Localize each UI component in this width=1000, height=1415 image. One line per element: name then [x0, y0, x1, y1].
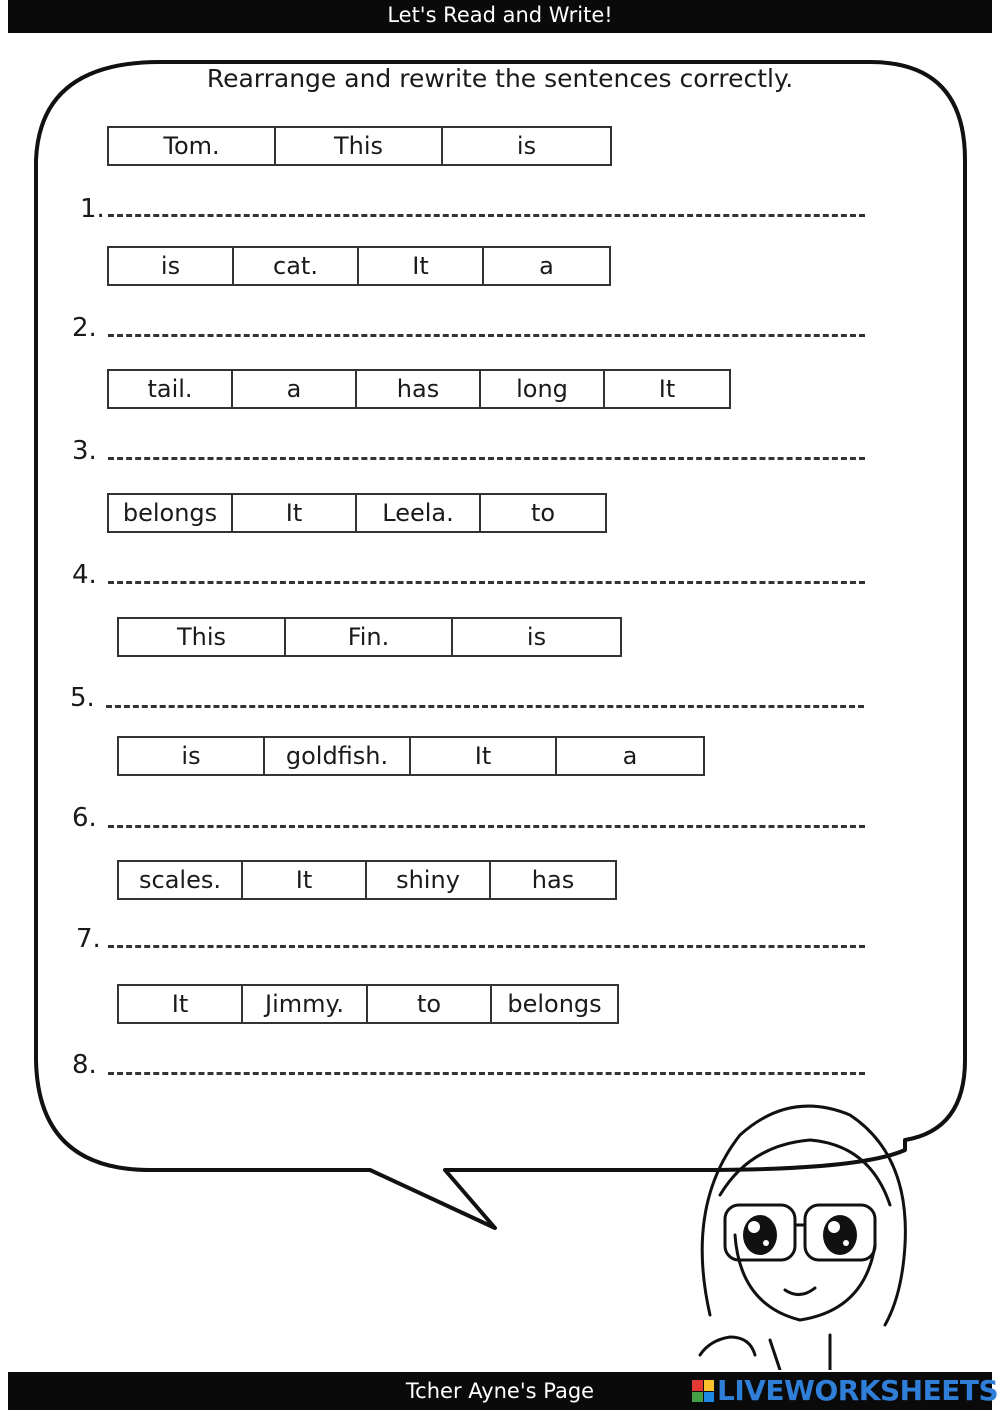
- word-tile[interactable]: has: [531, 866, 575, 894]
- word-tile[interactable]: belongs: [507, 990, 602, 1018]
- word-tile[interactable]: Fin.: [286, 619, 453, 655]
- word-tile[interactable]: a: [233, 371, 357, 407]
- answer-line-2[interactable]: [108, 334, 865, 337]
- answer-line-4[interactable]: [108, 581, 865, 584]
- word-tile[interactable]: It: [233, 495, 357, 531]
- word-tile[interactable]: to: [530, 499, 556, 527]
- liveworksheets-brand[interactable]: [692, 1376, 998, 1406]
- word-bank-3: [107, 369, 731, 409]
- word-tile[interactable]: tail.: [109, 371, 233, 407]
- answer-line-6[interactable]: [108, 825, 865, 828]
- answer-line-8[interactable]: [108, 1072, 865, 1075]
- footer-credit: Tcher Ayne's Page: [405, 1379, 595, 1403]
- teacher-character-illustration: [680, 1085, 920, 1370]
- word-tile[interactable]: a: [539, 252, 554, 280]
- word-tile[interactable]: belongs: [109, 495, 233, 531]
- answer-line-1[interactable]: [108, 214, 865, 217]
- brand-name: LIVEWORKSHEETS: [717, 1374, 999, 1407]
- word-tile[interactable]: is: [119, 738, 265, 774]
- word-tile[interactable]: is: [516, 132, 537, 160]
- word-tile[interactable]: is: [526, 623, 547, 651]
- item-number-8: 8.: [72, 1050, 97, 1080]
- word-tile[interactable]: It: [658, 375, 676, 403]
- page-title: Let's Read and Write!: [387, 3, 613, 27]
- word-tile[interactable]: cat.: [234, 248, 359, 284]
- word-bank-2: [107, 246, 611, 286]
- word-tile[interactable]: to: [368, 986, 492, 1022]
- item-number-5: 5.: [70, 683, 95, 713]
- instruction-text: Rearrange and rewrite the sentences correctly.: [206, 64, 794, 93]
- item-number-3: 3.: [72, 436, 97, 466]
- word-tile[interactable]: Jimmy.: [243, 986, 368, 1022]
- word-tile[interactable]: goldfish.: [265, 738, 411, 774]
- word-bank-4: [107, 493, 607, 533]
- item-number-6: 6.: [72, 803, 97, 833]
- word-tile[interactable]: shiny: [367, 862, 491, 898]
- item-number-1: 1.: [80, 194, 105, 224]
- answer-line-3[interactable]: [108, 457, 865, 460]
- word-tile[interactable]: Tom.: [109, 128, 276, 164]
- item-number-7: 7.: [76, 924, 101, 954]
- word-tile[interactable]: scales.: [119, 862, 243, 898]
- word-tile[interactable]: Leela.: [357, 495, 481, 531]
- word-tile[interactable]: It: [243, 862, 367, 898]
- word-tile[interactable]: It: [411, 738, 557, 774]
- word-bank-6: [117, 736, 705, 776]
- answer-line-5[interactable]: [106, 705, 864, 708]
- item-number-4: 4.: [72, 560, 97, 590]
- word-tile[interactable]: It: [119, 986, 243, 1022]
- word-tile[interactable]: This: [276, 128, 443, 164]
- answer-line-7[interactable]: [108, 945, 865, 948]
- word-bank-5: [117, 617, 622, 657]
- word-bank-1: [107, 126, 612, 166]
- word-tile[interactable]: is: [109, 248, 234, 284]
- word-tile[interactable]: This: [119, 619, 286, 655]
- word-bank-8: [117, 984, 619, 1024]
- word-bank-7: [117, 860, 617, 900]
- liveworksheets-logo-icon: [692, 1380, 714, 1402]
- word-tile[interactable]: has: [357, 371, 481, 407]
- word-tile[interactable]: It: [359, 248, 484, 284]
- word-tile[interactable]: long: [481, 371, 605, 407]
- word-tile[interactable]: a: [622, 742, 638, 770]
- item-number-2: 2.: [72, 313, 97, 343]
